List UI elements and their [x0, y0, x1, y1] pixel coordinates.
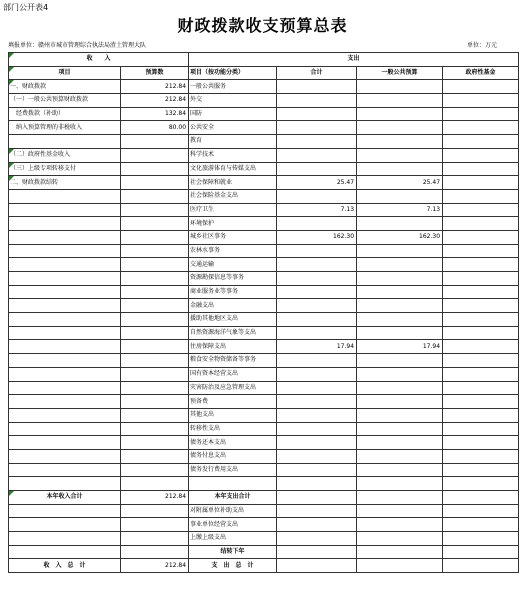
- table-cell: [9, 504, 121, 518]
- table-cell: 17.94: [357, 340, 443, 354]
- table-cell: 债务发行费用支出: [189, 463, 277, 477]
- table-cell: [121, 408, 189, 422]
- table-cell: [357, 94, 443, 108]
- table-cell: [121, 189, 189, 203]
- table-cell: [9, 532, 121, 546]
- table-cell: [9, 477, 121, 491]
- table-cell: [443, 340, 519, 354]
- table-cell: [357, 285, 443, 299]
- table-cell: [443, 121, 519, 135]
- table-cell: [9, 203, 121, 217]
- table-cell: [121, 463, 189, 477]
- table-cell: 环境保护: [189, 217, 277, 231]
- table-cell: 债务付息支出: [189, 449, 277, 463]
- table-row: [9, 272, 519, 286]
- table-cell: [357, 258, 443, 272]
- table-cell: [121, 230, 189, 244]
- table-cell: [357, 244, 443, 258]
- table-cell: [9, 244, 121, 258]
- table-row: [9, 148, 519, 162]
- table-row: [9, 326, 519, 340]
- table-cell: [443, 285, 519, 299]
- table-row: [9, 203, 519, 217]
- table-cell: 212.84: [121, 80, 189, 94]
- table-cell: 结转下年: [189, 545, 277, 559]
- table-cell: [443, 107, 519, 121]
- table-cell: [443, 395, 519, 409]
- table-cell: [121, 436, 189, 450]
- table-cell: 80.00: [121, 121, 189, 135]
- table-cell: [9, 367, 121, 381]
- table-cell: [277, 285, 357, 299]
- col-total: 合计: [277, 66, 357, 80]
- table-cell: [277, 436, 357, 450]
- table-row: [9, 299, 519, 313]
- table-cell: 自然资源海洋气象等支出: [189, 326, 277, 340]
- table-cell: [9, 381, 121, 395]
- table-cell: [443, 217, 519, 231]
- table-cell: 医疗卫生: [189, 203, 277, 217]
- table-cell: [443, 176, 519, 190]
- table-row: [9, 477, 519, 491]
- table-cell: [357, 381, 443, 395]
- table-cell: [277, 80, 357, 94]
- table-cell: [357, 395, 443, 409]
- table-cell: [9, 449, 121, 463]
- table-cell: [9, 258, 121, 272]
- table-cell: [277, 189, 357, 203]
- table-cell: [277, 449, 357, 463]
- table-cell: （三）上级专项转移支付: [9, 162, 121, 176]
- table-cell: [443, 162, 519, 176]
- table-cell: [9, 545, 121, 559]
- table-row: [9, 94, 519, 108]
- table-cell: [357, 217, 443, 231]
- table-cell: 金融支出: [189, 299, 277, 313]
- table-cell: 17.94: [277, 340, 357, 354]
- table-cell: [443, 148, 519, 162]
- table-cell: [121, 395, 189, 409]
- table-cell: [277, 272, 357, 286]
- table-cell: [121, 244, 189, 258]
- table-cell: [443, 80, 519, 94]
- table-cell: 收 入 总 计: [9, 559, 121, 573]
- table-cell: 社会保险基金支出: [189, 189, 277, 203]
- table-cell: 粮食安全物资储备等事务: [189, 354, 277, 368]
- table-cell: 文化旅游体育与传媒支出: [189, 162, 277, 176]
- table-cell: [277, 121, 357, 135]
- table-cell: [443, 258, 519, 272]
- table-cell: （一）一般公共预算财政拨款: [9, 94, 121, 108]
- table-cell: [443, 354, 519, 368]
- table-cell: 商业服务业等事务: [189, 285, 277, 299]
- table-cell: [357, 80, 443, 94]
- table-cell: [357, 299, 443, 313]
- header-row-columns: [9, 66, 519, 80]
- table-cell: [121, 367, 189, 381]
- page-title: 财政拨款收支预算总表: [177, 16, 348, 35]
- table-cell: [443, 135, 519, 149]
- table-cell: [9, 354, 121, 368]
- table-row: [9, 408, 519, 422]
- table-cell: [277, 367, 357, 381]
- table-cell: [277, 463, 357, 477]
- income-header: 收 入: [9, 53, 189, 67]
- table-cell: （二）政府性基金收入: [9, 148, 121, 162]
- table-cell: [9, 395, 121, 409]
- table-cell: [357, 491, 443, 505]
- table-row: [9, 244, 519, 258]
- table-cell: [9, 313, 121, 327]
- table-cell: 一、财政拨款: [9, 80, 121, 94]
- table-row: [9, 230, 519, 244]
- filing-unit: 填报单位：赣州市城市管理综合执法局渣土管理大队: [8, 42, 147, 49]
- table-cell: [443, 463, 519, 477]
- table-cell: [277, 422, 357, 436]
- table-cell: 25.47: [277, 176, 357, 190]
- table-row: [9, 162, 519, 176]
- table-cell: [443, 477, 519, 491]
- page-tag: 部门公开表4: [3, 3, 49, 12]
- expense-header: 支出: [189, 53, 519, 67]
- table-cell: [277, 162, 357, 176]
- table-cell: [121, 272, 189, 286]
- table-row: [9, 107, 519, 121]
- table-cell: [357, 463, 443, 477]
- table-cell: 农林水事务: [189, 244, 277, 258]
- table-cell: [9, 272, 121, 286]
- table-cell: [121, 545, 189, 559]
- table-cell: 城乡社区事务: [189, 230, 277, 244]
- table-cell: [357, 313, 443, 327]
- table-cell: [443, 518, 519, 532]
- table-row: [9, 381, 519, 395]
- header-row-group: [9, 53, 519, 67]
- table-cell: 交通运输: [189, 258, 277, 272]
- table-row: [9, 532, 519, 546]
- table-cell: 国防: [189, 107, 277, 121]
- table-cell: [121, 285, 189, 299]
- table-cell: [277, 135, 357, 149]
- table-row: [9, 559, 519, 573]
- table-row: [9, 121, 519, 135]
- table-cell: [357, 532, 443, 546]
- table-cell: 132.84: [121, 107, 189, 121]
- table-row: [9, 340, 519, 354]
- table-cell: [121, 217, 189, 231]
- table-cell: [443, 408, 519, 422]
- table-cell: [9, 436, 121, 450]
- table-cell: 162.30: [357, 230, 443, 244]
- table-cell: 支 出 总 计: [189, 559, 277, 573]
- table-cell: [443, 381, 519, 395]
- table-row: [9, 518, 519, 532]
- table-cell: [443, 244, 519, 258]
- table-cell: [277, 217, 357, 231]
- table-row: [9, 504, 519, 518]
- table-cell: [277, 532, 357, 546]
- table-cell: [121, 313, 189, 327]
- table-cell: [277, 299, 357, 313]
- table-cell: [443, 272, 519, 286]
- table-cell: [9, 518, 121, 532]
- table-cell: 外交: [189, 94, 277, 108]
- table-cell: [9, 463, 121, 477]
- table-cell: [121, 532, 189, 546]
- table-cell: [357, 135, 443, 149]
- table-row: [9, 491, 519, 505]
- table-cell: [443, 491, 519, 505]
- table-cell: [121, 381, 189, 395]
- col-func-item: 项目（按功能分类）: [189, 66, 277, 80]
- table-cell: 社会保障和就业: [189, 176, 277, 190]
- table-cell: 国有资本经营支出: [189, 367, 277, 381]
- table-cell: [357, 422, 443, 436]
- table-cell: [277, 258, 357, 272]
- table-cell: [121, 340, 189, 354]
- table-cell: [277, 381, 357, 395]
- table-cell: 其他支出: [189, 408, 277, 422]
- table-cell: [277, 491, 357, 505]
- table-cell: [277, 559, 357, 573]
- table-cell: [189, 477, 277, 491]
- table-cell: [121, 176, 189, 190]
- table-cell: 援助其他地区支出: [189, 313, 277, 327]
- table-cell: [277, 408, 357, 422]
- table-cell: [277, 148, 357, 162]
- col-fund: 政府性基金: [443, 66, 519, 80]
- table-cell: 纳入预算管理的非税收入: [9, 121, 121, 135]
- table-row: [9, 176, 519, 190]
- table-row: [9, 80, 519, 94]
- table-cell: 预备费: [189, 395, 277, 409]
- table-cell: [121, 299, 189, 313]
- table-cell: 212.84: [121, 94, 189, 108]
- table-cell: [9, 299, 121, 313]
- table-cell: [357, 477, 443, 491]
- table-row: [9, 422, 519, 436]
- table-cell: 7.13: [277, 203, 357, 217]
- table-cell: [357, 367, 443, 381]
- table-cell: 住房保障支出: [189, 340, 277, 354]
- table-cell: 资源勘探信息等事务: [189, 272, 277, 286]
- table-cell: [443, 230, 519, 244]
- table-cell: [443, 436, 519, 450]
- table-cell: 教育: [189, 135, 277, 149]
- table-cell: 上缴上级支出: [189, 532, 277, 546]
- table-cell: [121, 148, 189, 162]
- table-cell: 本年收入合计: [9, 491, 121, 505]
- table-row: [9, 354, 519, 368]
- table-row: [9, 135, 519, 149]
- table-cell: [443, 367, 519, 381]
- table-cell: [357, 272, 443, 286]
- table-cell: 公共安全: [189, 121, 277, 135]
- table-cell: [443, 559, 519, 573]
- table-cell: [277, 477, 357, 491]
- table-cell: [443, 504, 519, 518]
- table-cell: [277, 244, 357, 258]
- table-cell: 一般公共服务: [189, 80, 277, 94]
- table-cell: 事业单位经营支出: [189, 518, 277, 532]
- table-cell: 25.47: [357, 176, 443, 190]
- table-cell: [443, 313, 519, 327]
- table-cell: [357, 436, 443, 450]
- table-cell: [357, 189, 443, 203]
- table-cell: [277, 354, 357, 368]
- table-cell: 对附属单位补助支出: [189, 504, 277, 518]
- table-cell: [357, 162, 443, 176]
- table-row: [9, 258, 519, 272]
- table-cell: [357, 518, 443, 532]
- col-general: 一般公共预算: [357, 66, 443, 80]
- table-cell: [357, 326, 443, 340]
- table-cell: [121, 504, 189, 518]
- table-cell: [121, 518, 189, 532]
- table-cell: [357, 449, 443, 463]
- table-cell: [121, 422, 189, 436]
- table-cell: [9, 135, 121, 149]
- table-cell: [357, 107, 443, 121]
- table-cell: [443, 94, 519, 108]
- table-cell: [9, 340, 121, 354]
- table-cell: 债务还本支出: [189, 436, 277, 450]
- table-cell: 经费拨款（补助）: [9, 107, 121, 121]
- budget-table: [8, 52, 519, 573]
- table-cell: [357, 504, 443, 518]
- table-cell: 212.84: [121, 559, 189, 573]
- table-cell: [121, 326, 189, 340]
- table-cell: [9, 217, 121, 231]
- table-cell: [443, 422, 519, 436]
- table-cell: [277, 504, 357, 518]
- table-cell: 162.30: [277, 230, 357, 244]
- table-cell: [121, 203, 189, 217]
- table-cell: [443, 203, 519, 217]
- table-row: [9, 449, 519, 463]
- table-cell: [121, 258, 189, 272]
- table-cell: 二、财政拨款结转: [9, 176, 121, 190]
- table-row: [9, 313, 519, 327]
- table-cell: [443, 189, 519, 203]
- table-cell: [357, 354, 443, 368]
- table-cell: [443, 532, 519, 546]
- table-cell: [121, 162, 189, 176]
- table-cell: [277, 107, 357, 121]
- table-cell: [9, 230, 121, 244]
- table-cell: [121, 354, 189, 368]
- table-cell: [277, 545, 357, 559]
- table-row: [9, 436, 519, 450]
- table-cell: 科学技术: [189, 148, 277, 162]
- table-cell: 灾害防治及应急管理支出: [189, 381, 277, 395]
- table-cell: [357, 545, 443, 559]
- col-item: 项目: [9, 66, 121, 80]
- table-cell: [357, 121, 443, 135]
- table-cell: 本年支出合计: [189, 491, 277, 505]
- table-body: [9, 80, 519, 573]
- table-cell: [357, 148, 443, 162]
- table-cell: [9, 189, 121, 203]
- table-cell: 7.13: [357, 203, 443, 217]
- table-row: [9, 217, 519, 231]
- table-cell: 212.84: [121, 491, 189, 505]
- table-cell: [443, 299, 519, 313]
- col-budget: 预算数: [121, 66, 189, 80]
- unit-label: 单位：万元: [466, 42, 497, 49]
- table-row: [9, 395, 519, 409]
- table-cell: [9, 408, 121, 422]
- table-cell: [357, 559, 443, 573]
- table-cell: [443, 545, 519, 559]
- table-cell: [9, 422, 121, 436]
- table-cell: [277, 313, 357, 327]
- table-row: [9, 367, 519, 381]
- table-cell: [121, 477, 189, 491]
- table-row: [9, 463, 519, 477]
- table-row: [9, 545, 519, 559]
- table-cell: [443, 326, 519, 340]
- table-cell: [277, 326, 357, 340]
- table-row: [9, 285, 519, 299]
- table-cell: [9, 285, 121, 299]
- table-row: [9, 189, 519, 203]
- table-cell: [277, 94, 357, 108]
- table-cell: [277, 518, 357, 532]
- table-cell: 转移性支出: [189, 422, 277, 436]
- table-cell: [277, 395, 357, 409]
- table-cell: [357, 408, 443, 422]
- table-cell: [443, 449, 519, 463]
- table-cell: [121, 135, 189, 149]
- table-cell: [9, 326, 121, 340]
- table-cell: [121, 449, 189, 463]
